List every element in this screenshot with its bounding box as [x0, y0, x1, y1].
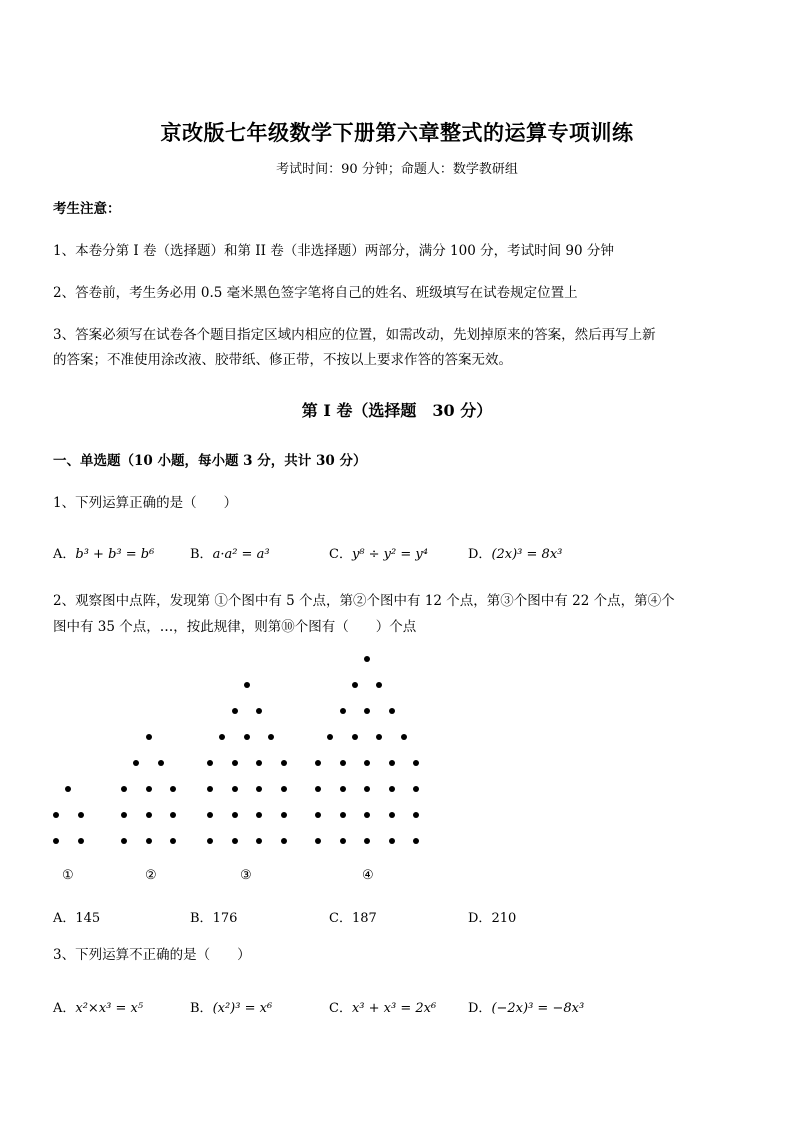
option-expression: y⁸ ÷ y² = y⁴	[351, 547, 428, 562]
pattern-dot	[364, 786, 370, 792]
option-expression: a·a² = a³	[212, 547, 270, 562]
pattern-dot	[78, 812, 84, 818]
pattern-dot	[389, 838, 395, 844]
q1-option-b	[190, 543, 270, 562]
pattern-dot	[232, 760, 238, 766]
option-label: B．	[190, 1001, 213, 1016]
option-expression: b³ + b³ = b⁶	[75, 547, 155, 562]
option-label: A．	[53, 547, 76, 562]
q2-option-a	[53, 907, 100, 926]
option-label: A．	[53, 1001, 76, 1016]
pattern-dot	[232, 812, 238, 818]
q1-option-c	[329, 543, 428, 562]
pattern-dot	[413, 812, 419, 818]
pattern-dot	[352, 682, 358, 688]
q3-option-a	[53, 997, 143, 1016]
option-expression: (−2x)³ = −8x³	[491, 1001, 585, 1016]
pattern-dot	[146, 838, 152, 844]
option-expression: x²×x³ = x⁵	[75, 1001, 144, 1016]
pattern-dot	[256, 786, 262, 792]
option-label: C．	[329, 547, 352, 562]
pattern-dot	[232, 708, 238, 714]
pattern-dot	[53, 838, 59, 844]
pattern-dot	[340, 760, 346, 766]
pattern-dot	[207, 812, 213, 818]
pattern-dot	[219, 734, 225, 740]
pattern-dot	[401, 734, 407, 740]
option-label: D．	[468, 911, 492, 926]
pattern-dot	[256, 708, 262, 714]
pattern-dot	[413, 786, 419, 792]
q2-option-b	[190, 907, 237, 926]
option-value: 187	[351, 911, 377, 926]
pattern-dot	[121, 838, 127, 844]
pattern-dot	[207, 786, 213, 792]
pattern-dot	[376, 682, 382, 688]
pattern-dot	[340, 708, 346, 714]
pattern-dot	[389, 708, 395, 714]
q3-option-d	[468, 997, 584, 1016]
pattern-dot	[389, 812, 395, 818]
notice-heading: 考生注意：	[53, 201, 121, 217]
q1-option-a	[53, 543, 154, 562]
part-heading: 一、单选题（10 小题，每小题 3 分，共计 30 分）	[53, 453, 367, 469]
pattern-dot	[389, 786, 395, 792]
pattern-dot	[268, 734, 274, 740]
question-3-stem: 3、下列运算不正确的是（ ）	[53, 947, 251, 963]
pattern-dot	[364, 760, 370, 766]
option-expression: x³ + x³ = 2x⁶	[351, 1001, 437, 1016]
pattern-dot	[170, 812, 176, 818]
option-label: B．	[190, 911, 213, 926]
q2-option-c	[329, 907, 377, 926]
q1-option-d	[468, 543, 562, 562]
option-label: D．	[468, 547, 492, 562]
pattern-dot	[364, 708, 370, 714]
pattern-dot	[364, 838, 370, 844]
pattern-dot	[315, 812, 321, 818]
pattern-dot	[78, 838, 84, 844]
pattern-dot	[327, 734, 333, 740]
pattern-dot	[158, 760, 164, 766]
figure-label-4: ④	[362, 868, 374, 883]
figure-label-1: ①	[62, 868, 74, 883]
pattern-dot	[352, 734, 358, 740]
pattern-dot	[170, 786, 176, 792]
notice-item-3: 3、答案必须写在试卷各个题目指定区域内相应的位置，如需改动，先划掉原来的答案，然后再写上新	[53, 327, 656, 343]
pattern-dot	[256, 812, 262, 818]
q3-option-c	[329, 997, 436, 1016]
option-expression: (x²)³ = x⁶	[212, 1001, 273, 1016]
pattern-dot	[315, 760, 321, 766]
pattern-dot	[389, 760, 395, 766]
page-title: 京改版七年级数学下册第六章整式的运算专项训练	[160, 120, 634, 145]
option-value: 176	[212, 911, 238, 926]
pattern-dot	[315, 838, 321, 844]
pattern-dot	[146, 812, 152, 818]
question-1-stem: 1、下列运算正确的是（ ）	[53, 495, 238, 511]
pattern-dot	[340, 786, 346, 792]
pattern-dot	[281, 812, 287, 818]
pattern-dot	[170, 838, 176, 844]
pattern-dot	[65, 786, 71, 792]
pattern-dot	[413, 838, 419, 844]
pattern-dot	[340, 812, 346, 818]
q3-option-b	[190, 997, 272, 1016]
pattern-dot	[256, 760, 262, 766]
pattern-dot	[364, 812, 370, 818]
pattern-dot	[376, 734, 382, 740]
q2-option-d	[468, 907, 516, 926]
section-title: 第 I 卷（选择题 30 分）	[301, 401, 493, 420]
pattern-dot	[315, 786, 321, 792]
pattern-dot	[121, 812, 127, 818]
option-label: D．	[468, 1001, 492, 1016]
pattern-dot	[281, 786, 287, 792]
pattern-dot	[121, 786, 127, 792]
pattern-dot	[53, 812, 59, 818]
figure-label-3: ③	[240, 868, 252, 883]
pattern-dot	[244, 682, 250, 688]
pattern-dot	[232, 838, 238, 844]
pattern-dot	[207, 760, 213, 766]
question-2-stem-line1: 2、观察图中点阵，发现第 ①个图中有 5 个点，第②个图中有 12 个点，第③个图中有 22 个点，第④个	[53, 593, 675, 609]
notice-item-1: 1、本卷分第 I 卷（选择题）和第 II 卷（非选择题）两部分，满分 100 分，考试时间 90 分钟	[53, 243, 614, 259]
option-label: C．	[329, 911, 352, 926]
option-label: A．	[53, 911, 76, 926]
figure-label-2: ②	[145, 868, 157, 883]
option-expression: (2x)³ = 8x³	[491, 547, 563, 562]
pattern-dot	[146, 786, 152, 792]
pattern-dot	[281, 760, 287, 766]
notice-item-2: 2、答卷前，考生务必用 0.5 毫米黑色签字笔将自己的姓名、班级填写在试卷规定位置上	[53, 285, 578, 301]
option-label: B．	[190, 547, 213, 562]
pattern-dot	[281, 838, 287, 844]
pattern-dot	[146, 734, 152, 740]
option-label: C．	[329, 1001, 352, 1016]
question-2-stem-line2: 图中有 35 个点，…，按此规律，则第⑩个图有（ ）个点	[53, 619, 417, 635]
pattern-dot	[413, 760, 419, 766]
pattern-dot	[207, 838, 213, 844]
pattern-dot	[133, 760, 139, 766]
option-value: 145	[75, 911, 101, 926]
pattern-dot	[340, 838, 346, 844]
pattern-dot	[244, 734, 250, 740]
pattern-dot	[256, 838, 262, 844]
option-value: 210	[491, 911, 517, 926]
pattern-dot	[364, 656, 370, 662]
exam-subtitle: 考试时间：90 分钟；命题人：数学教研组	[276, 162, 518, 177]
pattern-dot	[232, 786, 238, 792]
notice-item-3-cont: 的答案；不准使用涂改液、胶带纸、修正带，不按以上要求作答的答案无效。	[53, 352, 512, 368]
